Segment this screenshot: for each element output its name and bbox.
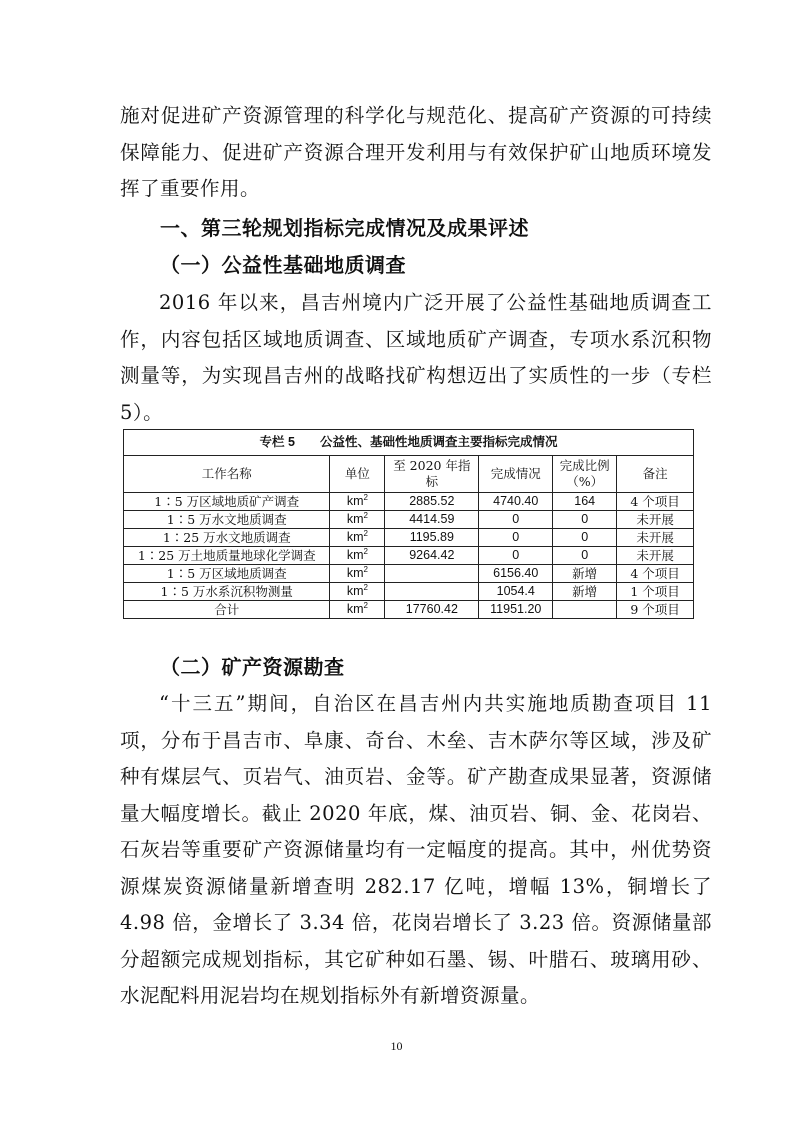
row-target [385,583,479,601]
row-ratio: 164 [553,493,617,511]
row-note: 未开展 [617,511,694,529]
table-header-row [124,456,694,493]
survey-paragraph: 2016 年以来，昌吉州境内广泛开展了公益性基础地质调查工作，内容包括区域地质调查、区域地质矿产调查，专项水系沉积物测量等，为实现昌吉州的战略找矿构想迈出了实质性的一步（专栏 5）。 [120,291,712,424]
row-name: 1∶5 万区域地质矿产调查 [124,493,330,511]
row-unit: $km^2$ [330,547,385,565]
row-unit: $km^2$ [330,493,385,511]
column-header: 至 2020 年指标 [385,456,479,493]
total-ratio [553,601,617,619]
column-header: 工作名称 [124,456,330,493]
row-note: 4 个项目 [617,565,694,583]
row-ratio: 新增 [553,565,617,583]
row-name: 1∶5 万水系沉积物测量 [124,583,330,601]
table-row [124,583,694,601]
row-done: 4740.40 [479,493,553,511]
row-note: 未开展 [617,529,694,547]
row-done: 1054.4 [479,583,553,601]
row-target: 1195.89 [385,529,479,547]
column-header: 完成情况 [479,456,553,493]
total-name: 合计 [124,601,330,619]
exploration-paragraph: “十三五”期间，自治区在昌吉州内共实施地质勘查项目 11 项，分布于昌吉市、阜康、奇台、木垒、吉木萨尔等区域，涉及矿种有煤层气、页岩气、油页岩、金等。矿产勘查成果显著，资源储量大幅度增长。截止 2020 年底，煤、油页岩、铜、金、花岗岩、石灰岩等重要矿产资源储量均有一定幅度的提高。其中，州优势资源煤炭资源储量新增查明 282.17 亿吨，增幅 13%，铜增长了 4.98 倍，金增长了 3.34 倍，花岗岩增长了 3.23 倍。资源储量部分超额完成规划指标，其它矿种如石墨、锡、叶腊石、玻璃用砂、水泥配料用泥岩均在规划指标外有新增资源量。 [120,692,712,1007]
row-unit: $km^2$ [330,583,385,601]
row-done: 0 [479,547,553,565]
row-ratio: 0 [553,547,617,565]
row-name: 1∶5 万水文地质调查 [124,511,330,529]
row-ratio: 0 [553,529,617,547]
row-done: 6156.40 [479,565,553,583]
table-row [124,529,694,547]
row-unit: $km^2$ [330,565,385,583]
row-unit: $km^2$ [330,511,385,529]
row-target [385,565,479,583]
total-done: 11951.20 [479,601,553,619]
row-ratio: 新增 [553,583,617,601]
column-header: 备注 [617,456,694,493]
section-heading: 一、第三轮规划指标完成情况及成果评述 [160,216,529,240]
row-note: 1 个项目 [617,583,694,601]
table-row [124,547,694,565]
table-row [124,493,694,511]
row-note: 未开展 [617,547,694,565]
row-name: 1∶25 万土地质量地球化学调查 [124,547,330,565]
row-name: 1∶5 万区域地质调查 [124,565,330,583]
row-note: 4 个项目 [617,493,694,511]
column-header: 单位 [330,456,385,493]
row-done: 0 [479,511,553,529]
row-target: 9264.42 [385,547,479,565]
subsection-heading-2: （二）矿产资源勘查 [160,655,345,679]
row-done: 0 [479,529,553,547]
row-name: 1∶25 万水文地质调查 [124,529,330,547]
intro-paragraph: 施对促进矿产资源管理的科学化与规范化、提高矿产资源的可持续保障能力、促进矿产资源合理开发利用与有效保护矿山地质环境发挥了重要作用。 [120,104,712,200]
total-target: 17760.42 [385,601,479,619]
row-ratio: 0 [553,511,617,529]
total-note: 9 个项目 [617,601,694,619]
table-row [124,511,694,529]
row-target: 2885.52 [385,493,479,511]
table-total-row [124,601,694,619]
total-unit: $km^2$ [330,601,385,619]
row-unit: $km^2$ [330,529,385,547]
subsection-heading-1: （一）公益性基础地质调查 [160,253,406,277]
indicator-table [123,429,694,619]
column-header: 完成比例（%） [553,456,617,493]
table-row [124,565,694,583]
page-number: 10 [390,1039,403,1053]
table-caption: 专栏 5 公益性、基础性地质调查主要指标完成情况 [124,430,694,456]
row-target: 4414.59 [385,511,479,529]
